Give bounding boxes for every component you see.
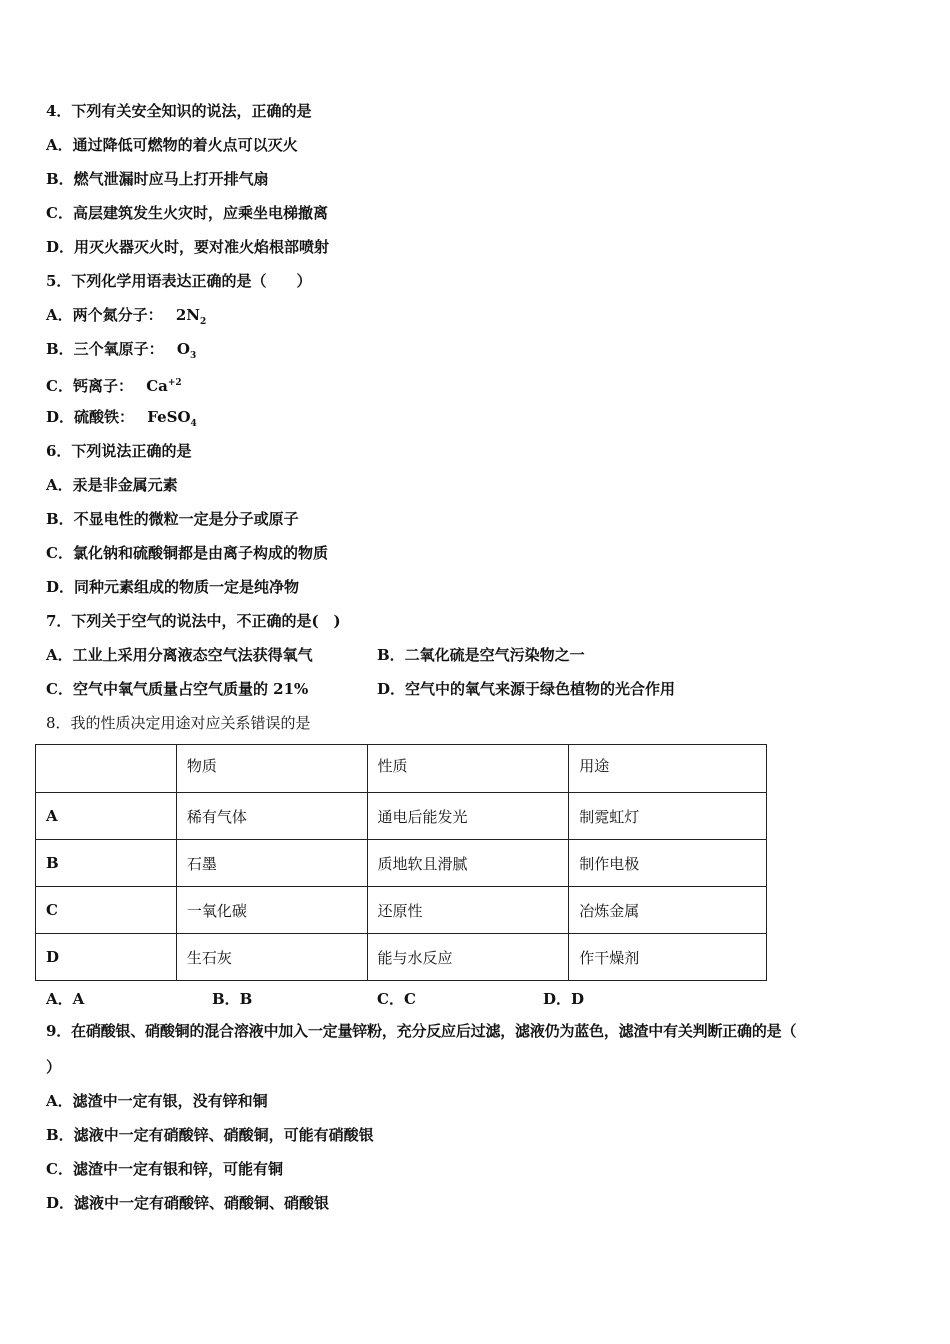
- q5-b-label: B．三个氧原子：: [46, 340, 164, 358]
- table-cell: 一氧化碳: [176, 887, 367, 934]
- q5-a-formula: $2N_2$: [175, 306, 207, 327]
- table-header-cell: [36, 745, 177, 793]
- table-header-cell: 用途: [569, 745, 767, 793]
- q4-option-a: A．通过降低可燃物的着火点可以灭火: [46, 136, 298, 154]
- q5-option-d: [46, 407, 197, 434]
- q5-d-label: D．硫酸铁：: [46, 408, 135, 426]
- q9-stem-end: ）: [46, 1058, 62, 1076]
- table-cell: 通电后能发光: [367, 793, 569, 840]
- q8-option-c: C．C: [377, 990, 416, 1008]
- table-cell: 石墨: [176, 840, 367, 887]
- q5-c-label: C．钙离子：: [46, 377, 133, 395]
- q5-option-c: [46, 373, 182, 396]
- q6-option-d: D．同种元素组成的物质一定是纯净物: [46, 578, 300, 596]
- q9-option-a: A．滤渣中一定有银，没有锌和铜: [46, 1092, 268, 1110]
- q7-option-c: C．空气中氧气质量占空气质量的 21%: [46, 680, 309, 698]
- q5-option-a: [46, 305, 206, 332]
- table-header-row: [36, 745, 767, 793]
- q7-option-b: B．二氧化硫是空气污染物之一: [377, 646, 585, 664]
- q8-option-b: B．B: [212, 990, 253, 1008]
- table-row: [36, 887, 767, 934]
- table-cell: C: [36, 887, 177, 934]
- table-cell: 生石灰: [176, 934, 367, 981]
- q9-option-c: C．滤渣中一定有银和锌，可能有铜: [46, 1160, 283, 1178]
- table-row: [36, 793, 767, 840]
- q9-option-d: D．滤液中一定有硝酸锌、硝酸铜、硝酸银: [46, 1194, 330, 1212]
- table-cell: 能与水反应: [367, 934, 569, 981]
- table-cell: 还原性: [367, 887, 569, 934]
- table-cell: B: [36, 840, 177, 887]
- q5-stem: 5．下列化学用语表达正确的是（ ）: [46, 272, 312, 290]
- q4-option-d: D．用灭火器灭火时，要对准火焰根部喷射: [46, 238, 330, 256]
- q5-d-formula: FeSO$_4$: [147, 408, 197, 429]
- q8-property-table: [35, 744, 767, 981]
- q6-option-b: B．不显电性的微粒一定是分子或原子: [46, 510, 299, 528]
- table-header-cell: 物质: [176, 745, 367, 793]
- table-cell: 制作电极: [569, 840, 767, 887]
- q5-c-formula: $Ca^{+2}$: [146, 377, 182, 395]
- q5-option-b: [46, 339, 196, 366]
- q8-stem: 8．我的性质决定用途对应关系错误的是: [46, 714, 311, 732]
- q6-stem: 6．下列说法正确的是: [46, 442, 192, 460]
- table-cell: D: [36, 934, 177, 981]
- q8-option-a: A．A: [46, 990, 85, 1008]
- q4-stem: 4．下列有关安全知识的说法，正确的是: [46, 102, 312, 120]
- q6-option-a: A．汞是非金属元素: [46, 476, 178, 494]
- q7-stem: 7．下列关于空气的说法中，不正确的是( ): [46, 612, 341, 630]
- q7-option-a: A．工业上采用分离液态空气法获得氧气: [46, 646, 313, 664]
- q4-option-b: B．燃气泄漏时应马上打开排气扇: [46, 170, 269, 188]
- table-row: [36, 934, 767, 981]
- table-header-cell: 性质: [367, 745, 569, 793]
- table-cell: 冶炼金属: [569, 887, 767, 934]
- q6-option-c: C．氯化钠和硫酸铜都是由离子构成的物质: [46, 544, 328, 562]
- table-cell: 制霓虹灯: [569, 793, 767, 840]
- q4-option-c: C．高层建筑发生火灾时，应乘坐电梯撤离: [46, 204, 328, 222]
- table-cell: 稀有气体: [176, 793, 367, 840]
- q9-stem: 9．在硝酸银、硝酸铜的混合溶液中加入一定量锌粉，充分反应后过滤，滤液仍为蓝色，滤渣中有关判断正确的是（: [46, 1022, 797, 1040]
- table-row: [36, 840, 767, 887]
- q5-a-label: A．两个氮分子：: [46, 306, 163, 324]
- q9-option-b: B．滤液中一定有硝酸锌、硝酸铜，可能有硝酸银: [46, 1126, 374, 1144]
- table-cell: 作干燥剂: [569, 934, 767, 981]
- table-cell: 质地软且滑腻: [367, 840, 569, 887]
- q5-b-formula: $O_3$: [176, 340, 197, 361]
- q8-option-d: D．D: [543, 990, 585, 1008]
- q7-option-d: D．空气中的氧气来源于绿色植物的光合作用: [377, 680, 676, 698]
- table-cell: A: [36, 793, 177, 840]
